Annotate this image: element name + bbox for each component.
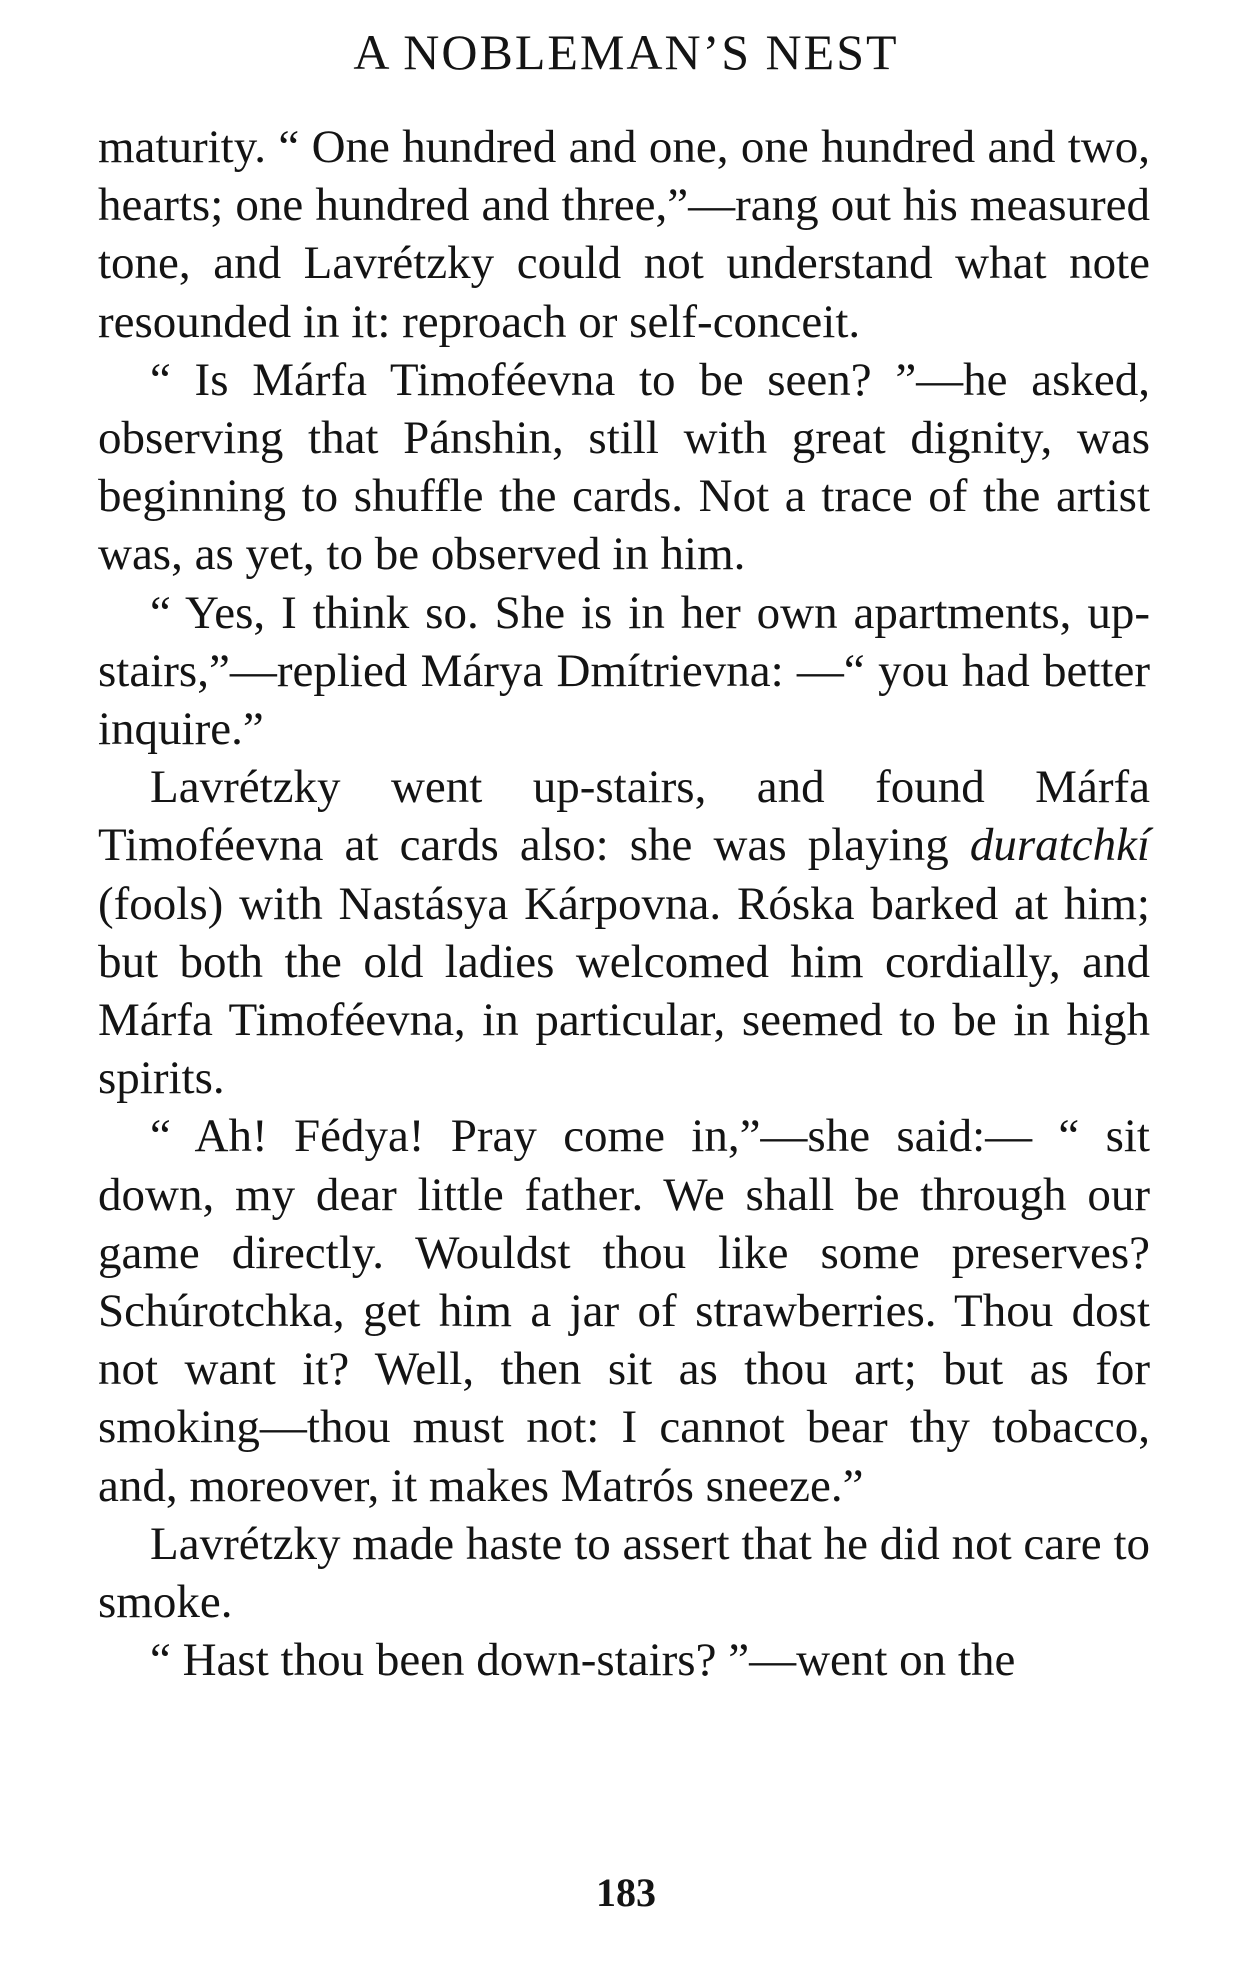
- paragraph-3: “ Yes, I think so. She is in her own apartments, up-stairs,”—replied Márya Dmítrievna: —“ you had better inquire.”: [98, 586, 1150, 756]
- paragraph-4: [98, 758, 1150, 1107]
- paragraph-4-before-italic: Lavrétzky went up-stairs, and found Márfa Timoféevna at cards also: she was playing: [98, 761, 1150, 872]
- paragraph-7: “ Hast thou been down-stairs? ”—went on the: [150, 1634, 1016, 1687]
- body-text: [98, 118, 1150, 1689]
- paragraph-4-after-italic: (fools) with Nastásya Kárpovna. Róska barked at him; but both the old ladies welcomed him cordially, and Márfa Timoféevna, in particular, seemed to be in high spirits.: [98, 877, 1150, 1105]
- paragraph-1: maturity. “ One hundred and one, one hundred and two, hearts; one hundred and three,”—rang out his measured tone, and Lavrétzky could not understand what note resounded in it: reproach or self-conceit.: [98, 121, 1150, 348]
- running-head: A NOBLEMAN’S NEST: [353, 24, 899, 80]
- page-number: 183: [596, 1870, 656, 1915]
- italic-term: duratchkí: [969, 819, 1150, 872]
- paragraph-2: “ Is Márfa Timoféevna to be seen? ”—he asked, observing that Pánshin, still with great dignity, was beginning to shuffle the cards. Not a trace of the artist was, as yet, to be observed in him.: [98, 353, 1150, 581]
- paragraph-6: Lavrétzky made haste to assert that he did not care to smoke.: [98, 1517, 1150, 1629]
- paragraph-5: “ Ah! Fédya! Pray come in,”—she said:— “ sit down, my dear little father. We shall be through our game directly. Wouldst thou like some preserves? Schúrotchka, get him a jar of strawberries. Thou dost not want it? Well, then sit as thou art; but as for smoking—thou must not: I cannot bear thy tobacco, and, moreover, it makes Matrós sneeze.”: [98, 1110, 1150, 1512]
